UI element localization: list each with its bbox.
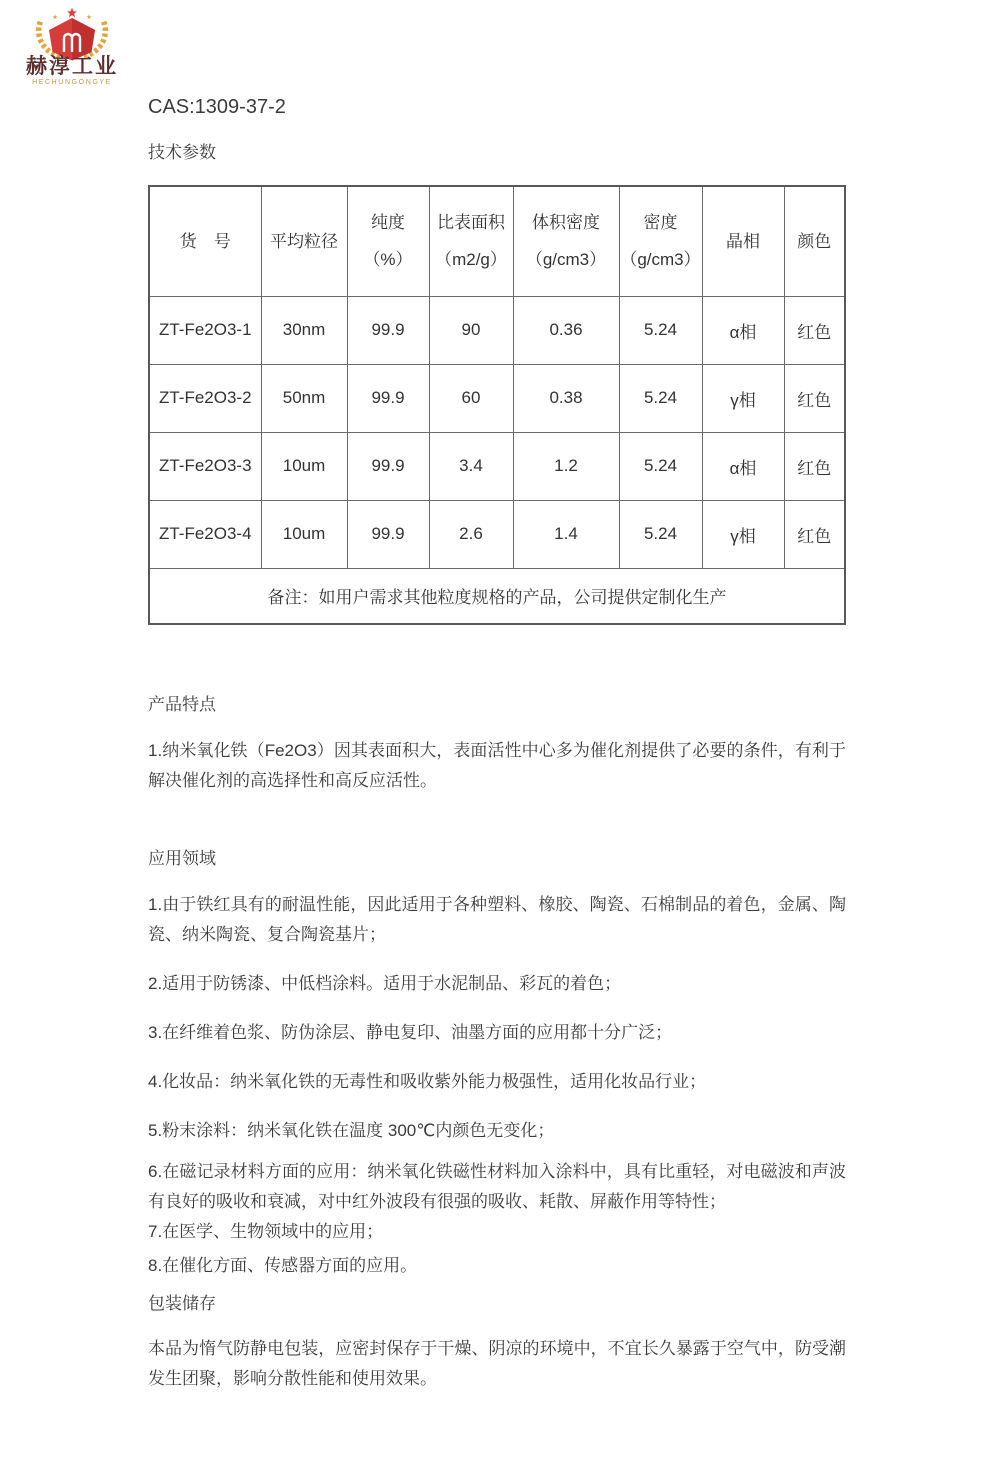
- cell-color: 红色: [784, 432, 845, 500]
- cell-phase: γ相: [702, 500, 784, 568]
- cell-item-no: ZT-Fe2O3-1: [149, 296, 261, 364]
- features-paragraph: 1.纳米氧化铁（Fe2O3）因其表面积大，表面活性中心多为催化剂提供了必要的条件，有利于解决催化剂的高选择性和高反应活性。: [148, 741, 846, 790]
- cell-bulk-density: 1.4: [513, 500, 619, 568]
- cas-number: CAS:1309-37-2: [148, 96, 286, 118]
- cell-particle-size: 10um: [261, 432, 347, 500]
- document-body: [148, 0, 846, 1394]
- cell-purity: 99.9: [347, 364, 429, 432]
- cell-bulk-density: 0.38: [513, 364, 619, 432]
- cell-purity: 99.9: [347, 432, 429, 500]
- right-star-icon: [87, 14, 92, 19]
- cell-purity: 99.9: [347, 296, 429, 364]
- cell-density: 5.24: [619, 296, 702, 364]
- table-row: [149, 500, 845, 568]
- top-star-icon: [67, 8, 77, 17]
- table-row: [149, 364, 845, 432]
- cell-bulk-density: 0.36: [513, 296, 619, 364]
- cell-particle-size: 30nm: [261, 296, 347, 364]
- cell-color: 红色: [784, 364, 845, 432]
- cell-surface: 2.6: [429, 500, 513, 568]
- cell-surface: 3.4: [429, 432, 513, 500]
- cell-phase: α相: [702, 432, 784, 500]
- col-header-purity: 纯度 （%）: [347, 186, 429, 296]
- cell-color: 红色: [784, 500, 845, 568]
- cell-density: 5.24: [619, 364, 702, 432]
- cell-surface: 60: [429, 364, 513, 432]
- cell-item-no: ZT-Fe2O3-2: [149, 364, 261, 432]
- col-header-bulk-density: 体积密度 （g/cm3）: [513, 186, 619, 296]
- cell-bulk-density: 1.2: [513, 432, 619, 500]
- col-header-density: 密度 （g/cm3）: [619, 186, 702, 296]
- section-title-applications: 应用领域: [148, 849, 216, 868]
- table-header-row: [149, 186, 845, 296]
- cell-item-no: ZT-Fe2O3-4: [149, 500, 261, 568]
- packaging-paragraph: 本品为惰气防静电包装，应密封保存于干燥、阴凉的环境中，不宜长久暴露于空气中，防受潮发生团聚，影响分散性能和使用效果。: [148, 1339, 846, 1388]
- company-logo: [18, 6, 126, 87]
- table-row: [149, 296, 845, 364]
- table-note: 备注：如用户需求其他粒度规格的产品，公司提供定制化生产: [149, 568, 845, 624]
- col-header-item-no: 货 号: [149, 186, 261, 296]
- application-item-3: 3.在纤维着色浆、防伪涂层、静电复印、油墨方面的应用都十分广泛；: [148, 1023, 673, 1042]
- cell-density: 5.24: [619, 500, 702, 568]
- left-star-icon: [53, 14, 58, 19]
- col-header-color: 颜色: [784, 186, 845, 296]
- cell-item-no: ZT-Fe2O3-3: [149, 432, 261, 500]
- application-item-7: 7.在医学、生物领域中的应用；: [148, 1222, 384, 1241]
- tech-params-table: [148, 185, 846, 625]
- col-header-avg-particle-size: 平均粒径: [261, 186, 347, 296]
- cell-particle-size: 50nm: [261, 364, 347, 432]
- cell-density: 5.24: [619, 432, 702, 500]
- cell-purity: 99.9: [347, 500, 429, 568]
- cell-phase: α相: [702, 296, 784, 364]
- application-item-5: 5.粉末涂料：纳米氧化铁在温度 300℃内颜色无变化；: [148, 1121, 555, 1140]
- cell-phase: γ相: [702, 364, 784, 432]
- application-item-1: 1.由于铁红具有的耐温性能，因此适用于各种塑料、橡胶、陶瓷、石棉制品的着色，金属、陶瓷、纳米陶瓷、复合陶瓷基片；: [148, 895, 846, 944]
- table-row: [149, 432, 845, 500]
- section-title-features: 产品特点: [148, 695, 216, 714]
- section-title-tech-params: 技术参数: [148, 143, 216, 162]
- section-title-packaging: 包装储存: [148, 1294, 216, 1313]
- col-header-crystal-phase: 晶相: [702, 186, 784, 296]
- cell-particle-size: 10um: [261, 500, 347, 568]
- col-header-specific-surface: 比表面积 （m2/g）: [429, 186, 513, 296]
- application-item-6: 6.在磁记录材料方面的应用：纳米氧化铁磁性材料加入涂料中，具有比重轻，对电磁波和声波有良好的吸收和衰减，对中红外波段有很强的吸收、耗散、屏蔽作用等特性；: [148, 1162, 846, 1211]
- application-item-8: 8.在催化方面、传感器方面的应用。: [148, 1256, 418, 1275]
- application-item-2: 2.适用于防锈漆、中低档涂料。适用于水泥制品、彩瓦的着色；: [148, 974, 622, 993]
- company-name-en: HECHUNGONGYE: [32, 79, 112, 86]
- cell-color: 红色: [784, 296, 845, 364]
- company-name: 赫淳工业: [26, 54, 118, 78]
- cell-surface: 90: [429, 296, 513, 364]
- table-note-row: [149, 568, 845, 624]
- application-item-4: 4.化妆品：纳米氧化铁的无毒性和吸收紫外能力极强性，适用化妆品行业；: [148, 1072, 707, 1091]
